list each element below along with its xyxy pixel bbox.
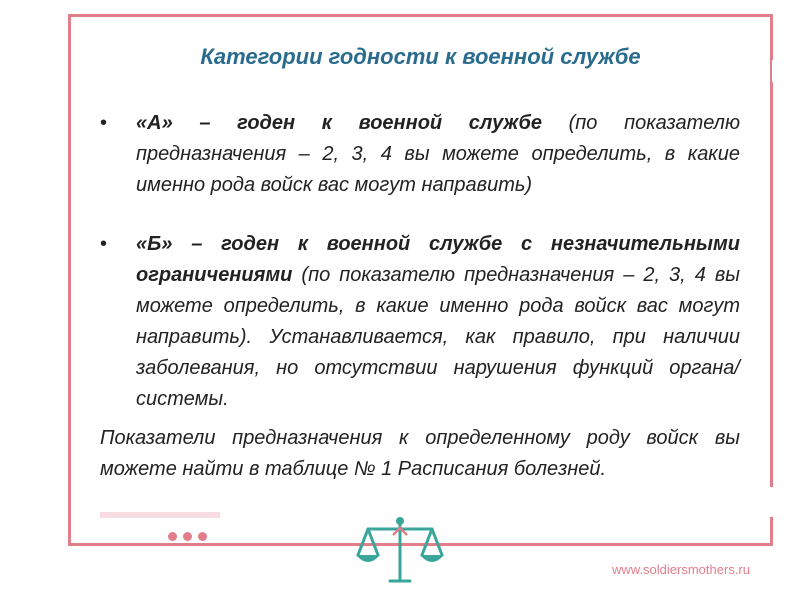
decorative-dots [168,528,213,546]
bullet-bold-text: «Б» – годен к военной службе с незначительными ограничениями [136,233,740,286]
bullet-category-a [100,108,740,201]
bullet-text: (по показателю предназначения – 2, 3, 4 вы можете определить, в какие именно рода войск вас могут направить). Устанавливается, как правило, при наличии заболевания, но отсутствии нарушения функций органа/системы. [136,264,740,410]
scales-icon [352,515,448,592]
footer-url[interactable]: www.soldiersmothers.ru [612,562,750,577]
frame-gap-bottom [758,487,778,517]
bullet-marker: • [100,233,108,255]
bullet-text: (по показателю предназначения – 2, 3, 4 вы можете определить, в какие именно рода войск вас могут направить) [136,112,741,196]
dot-icon [198,532,207,541]
bullet-marker: • [100,112,108,134]
note-paragraph: Показатели предназначения к определенному роду войск вы можете найти в таблице № 1 Расписания болезней. [100,427,740,480]
dot-icon [183,532,192,541]
bullet-bold-text: «А» – годен к военной службе [136,112,542,134]
slide-content [100,108,740,485]
slide-title: Категории годности к военной службе [200,44,641,69]
decorative-line [100,512,220,518]
dot-icon [168,532,177,541]
bullet-category-b [100,229,740,415]
frame-gap-top [772,60,780,82]
